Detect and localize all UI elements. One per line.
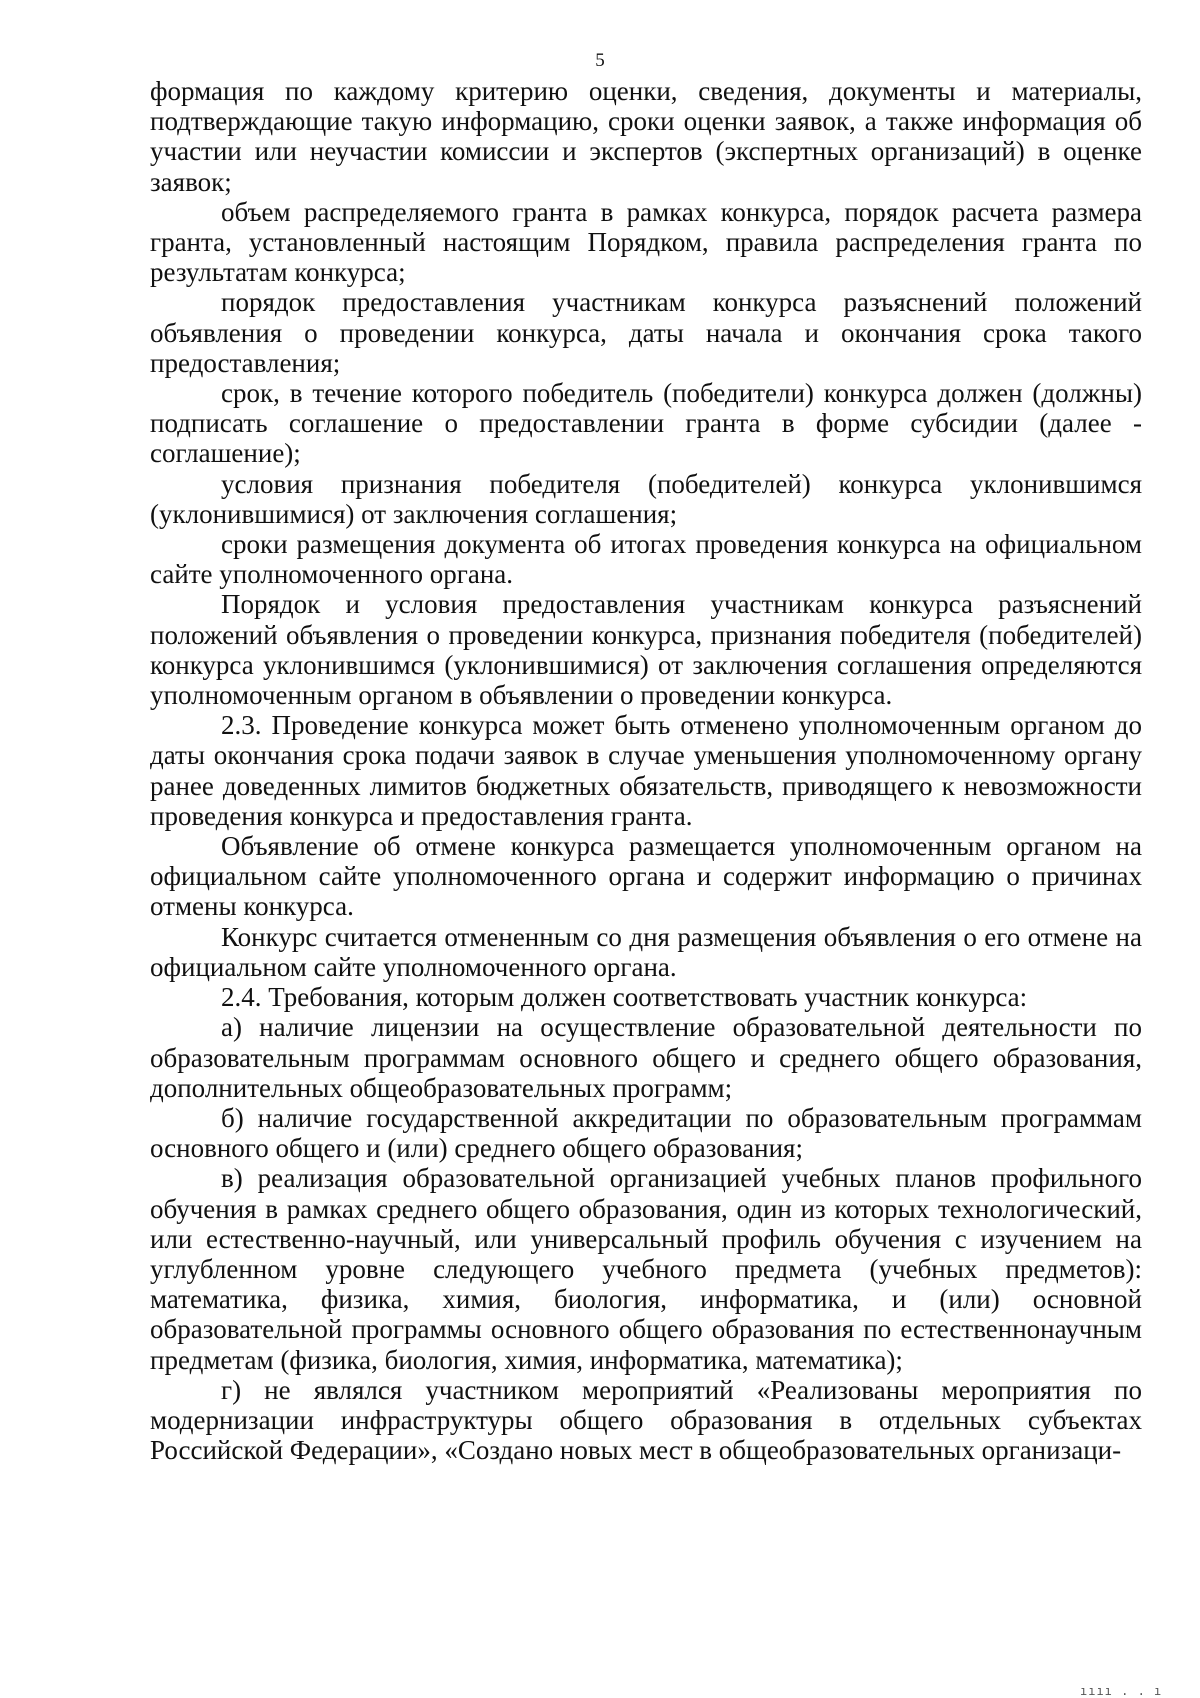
- paragraph-item-a: а) наличие лицензии на осуществление образовательной деятельности по образовательным программам основного общего и среднего общего образования, дополнительных общеобразовательных программ;: [150, 1012, 1142, 1103]
- paragraph-item-b: б) наличие государственной аккредитации по образовательным программам основного общего и (или) среднего общего образования;: [150, 1102, 1142, 1164]
- paragraph-clarification-procedure: порядок предоставления участникам конкурса разъяснений положений объявления о проведении конкурса, даты начала и окончания срока такого предоставления;: [150, 287, 1142, 378]
- paragraph-grant-volume: объем распределяемого гранта в рамках конкурса, порядок расчета размера гранта, установленный настоящим Порядком, правила распределения гранта по результатам конкурса;: [150, 196, 1142, 288]
- paragraph-procedure-conditions: Порядок и условия предоставления участникам конкурса разъяснений положений объявления о проведении конкурса, признания победителя (победителей) конкурса уклонившимся (уклонившимися) от заключения соглашения определяются уполномоченным органом в объявлении о проведении конкурса.: [150, 589, 1142, 711]
- paragraph-section-2-4: 2.4. Требования, которым должен соответствовать участник конкурса:: [221, 982, 1028, 1013]
- paragraph-signing-deadline: срок, в течение которого победитель (победители) конкурса должен (должны) подписать соглашение о предоставлении гранта в форме субсидии (далее - соглашение);: [150, 378, 1142, 469]
- paragraph-results-posting: сроки размещения документа об итогах проведения конкурса на официальном сайте уполномоченного органа.: [150, 529, 1142, 590]
- scan-artifact-marks: ıııı . . ı: [1080, 1684, 1163, 1698]
- paragraph-criteria-info: формация по каждому критерию оценки, сведения, документы и материалы, подтверждающие такую информацию, сроки оценки заявок, а также информация об участии или неучастии комиссии и экспертов (экспертных организаций) в оценке заявок;: [150, 76, 1142, 197]
- paragraph-evasion-conditions: условия признания победителя (победителей) конкурса уклонившимся (уклонившимися) от заключения соглашения;: [150, 468, 1142, 529]
- paragraph-item-v: в) реализация образовательной организацией учебных планов профильного обучения в рамках среднего общего образования, один из которых технологический, или естественно-научный, или универсальный профиль обучения с изучением на углубленном уровне следующего учебного предмета (учебных предметов): математика, физика, химия, биология, информатика, и (или) основной образовательной программы основного общего образования по естественнонаучным предметам (физика, биология, химия, информатика, математика);: [150, 1163, 1142, 1375]
- paragraph-cancellation-effective: Конкурс считается отмененным со дня размещения объявления о его отмене на официальном сайте уполномоченного органа.: [150, 921, 1142, 982]
- page-number: 5: [595, 50, 605, 71]
- paragraph-cancellation-notice: Объявление об отмене конкурса размещается уполномоченным органом на официальном сайте уполномоченного органа и содержит информацию о причинах отмены конкурса.: [150, 831, 1142, 922]
- paragraph-section-2-3: 2.3. Проведение конкурса может быть отменено уполномоченным органом до даты окончания срока подачи заявок в случае уменьшения уполномоченному органу ранее доведенных лимитов бюджетных обязательств, приводящего к невозможности проведения конкурса и предоставления гранта.: [150, 710, 1142, 831]
- paragraph-item-g: г) не являлся участником мероприятий «Реализованы мероприятия по модернизации инфраструктуры общего образования в отдельных субъектах Российской Федерации», «Создано новых мест в общеобразовательных организаци-: [150, 1374, 1142, 1466]
- document-body: [150, 76, 1142, 1465]
